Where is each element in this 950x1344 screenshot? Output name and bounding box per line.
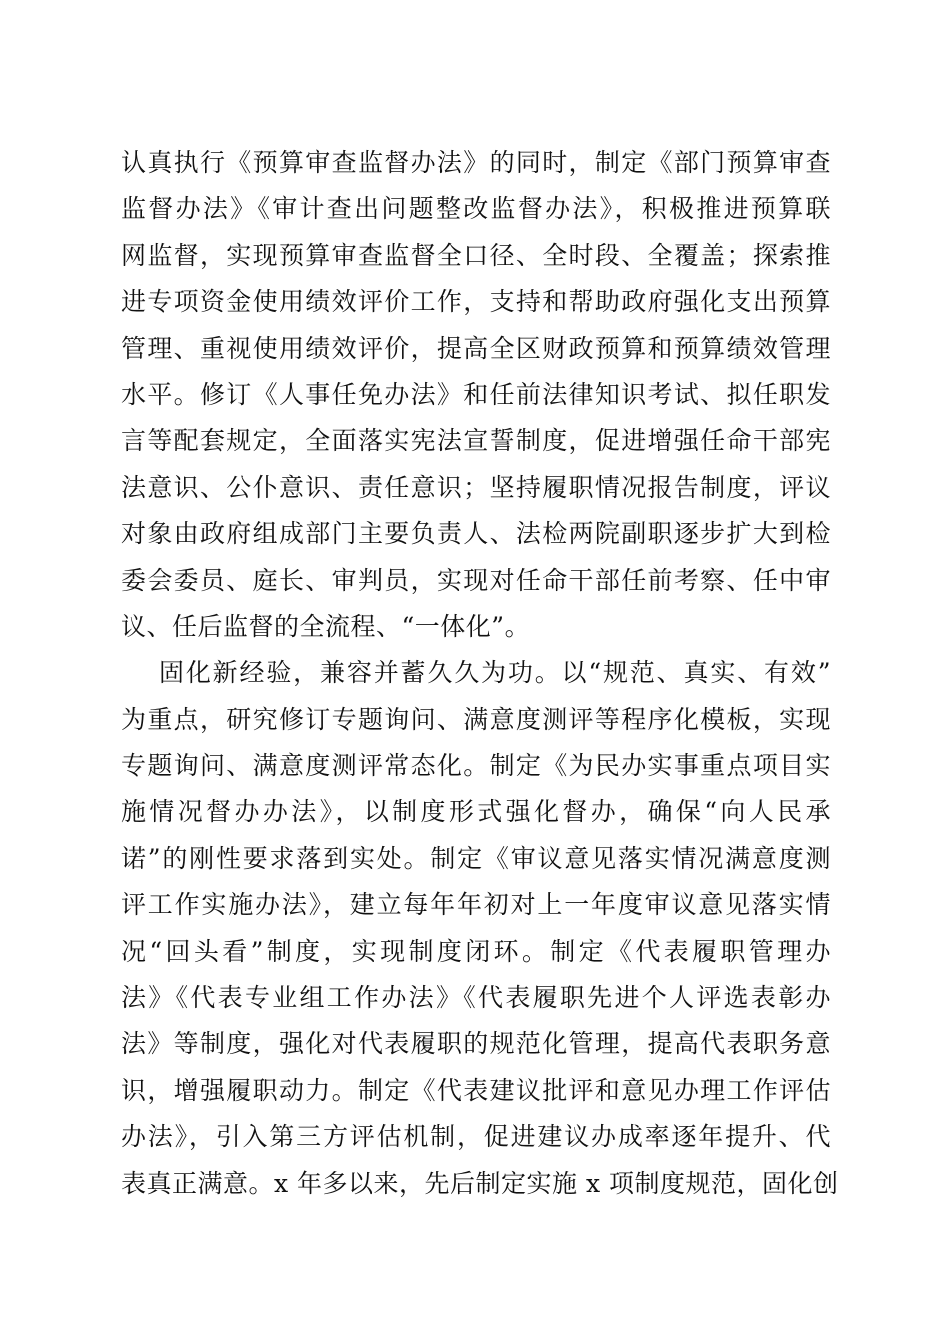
- text-line: 认真执行《预算审查监督办法》的同时，制定《部门预算审查: [121, 148, 831, 177]
- text-line: 进专项资金使用绩效评价工作，支持和帮助政府强化支出预算: [121, 287, 831, 317]
- text-line: 委会委员、庭长、审判员，实现对任命干部任前考察、任中审: [121, 565, 831, 595]
- text-line: 监督办法》《审计查出问题整改监督办法》，积极推进预算联: [121, 194, 831, 224]
- text-line: 法》《代表专业组工作办法》《代表履职先进个人评选表彰办: [121, 983, 831, 1013]
- text-line: 为重点，研究修订专题询问、满意度测评等程序化模板，实现: [121, 704, 831, 734]
- text-line: 法意识、公仆意识、责任意识；坚持履职情况报告制度，评议: [121, 472, 831, 502]
- paragraph-start-line: 固化新经验，兼容并蓄久久为功。以“规范、真实、有效”: [159, 658, 831, 688]
- text-line: 言等配套规定，全面落实宪法宣誓制度，促进增强任命干部宪: [121, 426, 831, 456]
- text-line: 评工作实施办法》，建立每年年初对上一年度审议意见落实情: [121, 890, 831, 920]
- text-line: 水平。修订《人事任免办法》和任前法律知识考试、拟任职发: [121, 379, 831, 409]
- text-line: 表真正满意。x 年多以来，先后制定实施 x 项制度规范，固化创: [121, 1168, 839, 1198]
- text-line: 管理、重视使用绩效评价，提高全区财政预算和预算绩效管理: [121, 333, 831, 363]
- text-line: 网监督，实现预算审查监督全口径、全时段、全覆盖；探索推: [121, 240, 831, 270]
- text-line: 施情况督办办法》，以制度形式强化督办，确保“向人民承: [121, 797, 831, 827]
- text-line: 识，增强履职动力。制定《代表建议批评和意见办理工作评估: [121, 1075, 831, 1105]
- text-line: 况“回头看”制度，实现制度闭环。制定《代表履职管理办: [121, 936, 831, 966]
- text-line: 专题询问、满意度测评常态化。制定《为民办实事重点项目实: [121, 751, 831, 781]
- paragraph-end-line: 议、任后监督的全流程、“一体化”。: [121, 611, 531, 641]
- text-line: 法》等制度，强化对代表履职的规范化管理，提高代表职务意: [121, 1029, 831, 1059]
- text-line: 诺”的刚性要求落到实处。制定《审议意见落实情况满意度测: [121, 843, 831, 873]
- body-text: [121, 140, 839, 1207]
- text-line: 办法》，引入第三方评估机制，促进建议办成率逐年提升、代: [121, 1122, 831, 1152]
- text-line: 对象由政府组成部门主要负责人、法检两院副职逐步扩大到检: [121, 519, 831, 549]
